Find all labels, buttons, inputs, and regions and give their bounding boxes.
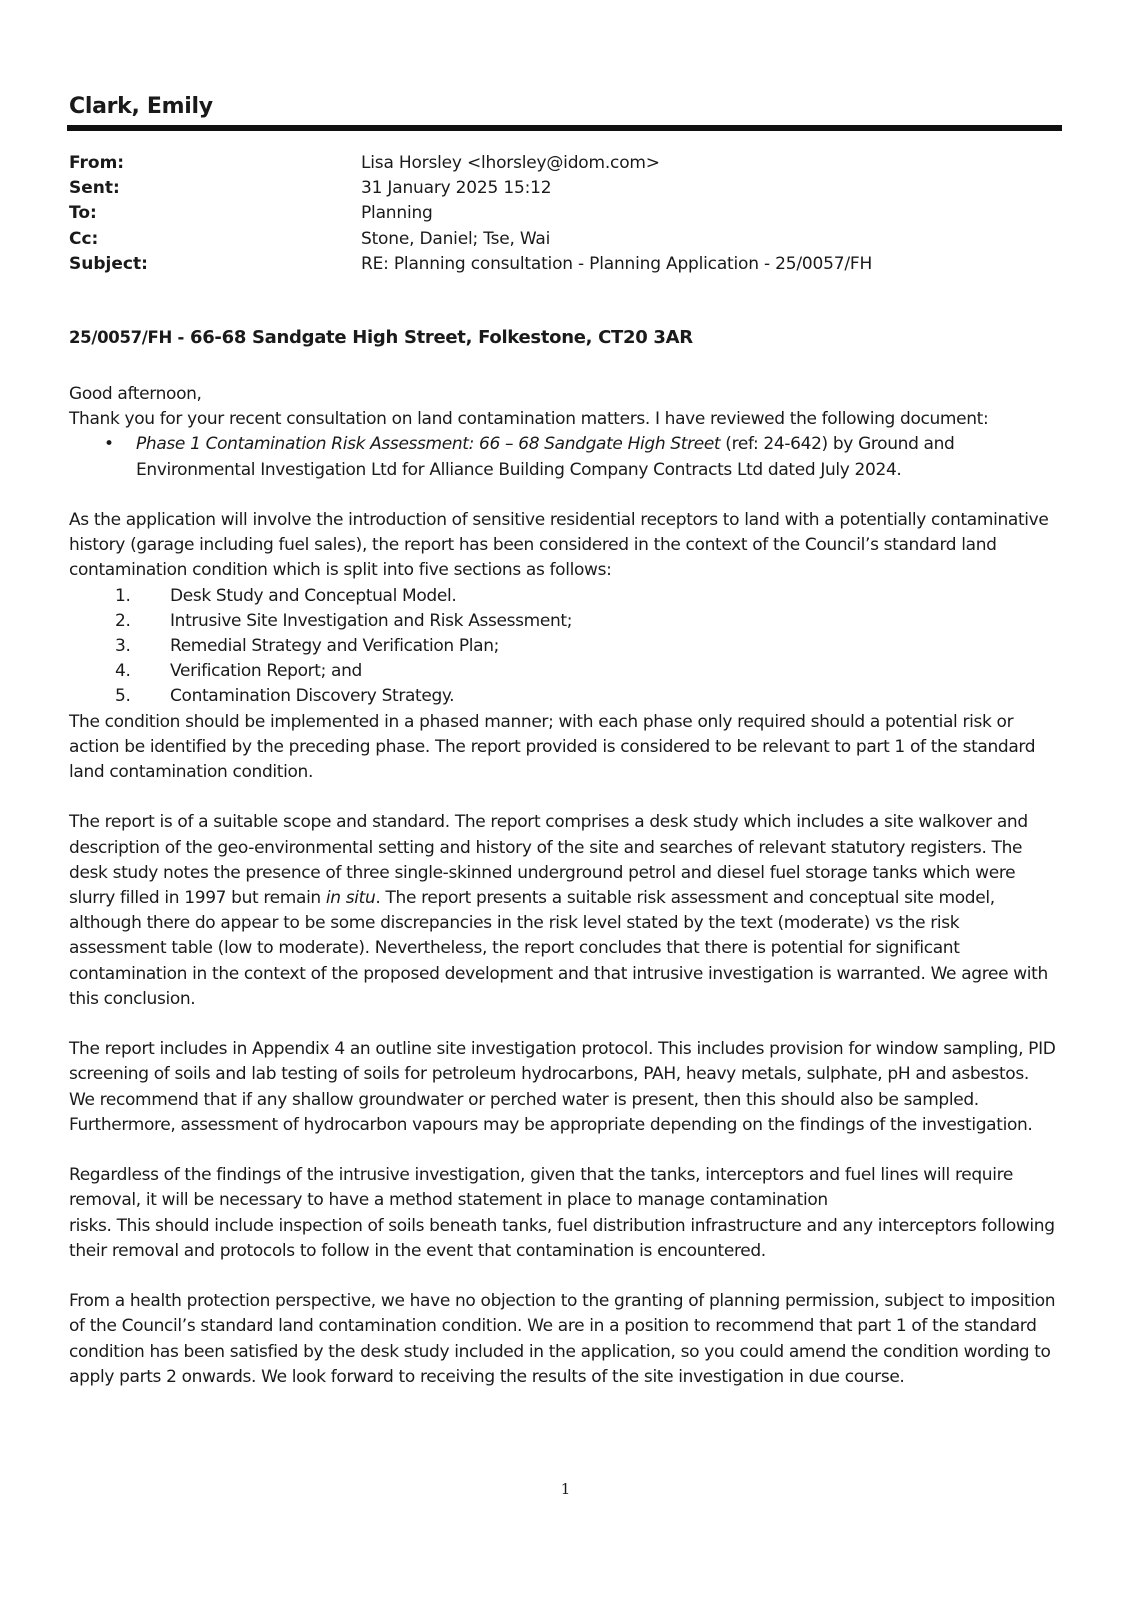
- header-value: Lisa Horsley <lhorsley@idom.com>: [361, 153, 660, 173]
- list-text: Contamination Discovery Strategy.: [170, 686, 455, 707]
- scope-italic: in situ: [325, 888, 376, 909]
- list-item: [69, 584, 1059, 609]
- header-sent: [69, 176, 872, 201]
- header-value: Stone, Daniel; Tse, Wai: [361, 228, 551, 249]
- email-headers: [69, 151, 872, 277]
- list-text: Verification Report; and: [170, 661, 362, 682]
- list-number: 5.: [115, 686, 131, 707]
- list-item: [69, 634, 1059, 659]
- header-label: From:: [69, 153, 125, 173]
- header-cc: [69, 227, 872, 252]
- list-item: [69, 659, 1059, 684]
- title-divider: [67, 125, 1062, 131]
- list-number: 1.: [115, 585, 131, 606]
- scope-paragraph: [69, 810, 1059, 1012]
- header-label: Subject:: [69, 253, 148, 274]
- header-to: [69, 201, 872, 226]
- removal-paragraph-rest: risks. This should include inspection of soils beneath tanks, fuel distribution infrastructure and any interceptors following their removal and protocols to follow in the event that contamination is encountered.: [69, 1215, 1055, 1261]
- document-reference-bullet: [69, 432, 1059, 482]
- list-item: [69, 609, 1059, 634]
- bullet-text: [136, 432, 1059, 482]
- header-value: RE: Planning consultation - Planning Application - 25/0057/FH: [361, 253, 873, 274]
- list-text: Intrusive Site Investigation and Risk Assessment;: [170, 610, 573, 631]
- page-number: 1: [560, 1480, 571, 1498]
- header-from: [69, 151, 872, 176]
- subject-heading: [69, 327, 693, 348]
- header-value: 31 January 2025 15:12: [361, 178, 552, 199]
- conclusion-paragraph: From a health protection perspective, we have no objection to the granting of planning permission, subject to imposition of the Council’s standard land contamination condition. We are in a position to recommend that part 1 of the standard condition has been satisfied by the desk study included in the application, so you could amend the condition wording to apply parts 2 onwards. We look forward to receiving the results of the site investigation in due course.: [69, 1291, 1056, 1387]
- email-body: [69, 382, 1059, 1390]
- condition-paragraph: As the application will involve the introduction of sensitive residential receptors to land with a potentially contaminative history (garage including fuel sales), the report has been considered in the context of the Council’s standard land contamination condition which is split into five sections as follows:: [69, 510, 1049, 581]
- greeting: Good afternoon,: [69, 384, 202, 404]
- header-value: Planning: [361, 203, 433, 224]
- list-item: [69, 684, 1059, 709]
- condition-list: [69, 584, 1059, 710]
- intro-paragraph: Thank you for your recent consultation on land contamination matters. I have reviewed the following document:: [69, 409, 989, 430]
- list-number: 3.: [115, 636, 131, 657]
- bullet-icon: •: [104, 434, 114, 455]
- list-text: Desk Study and Conceptual Model.: [170, 585, 457, 606]
- report-details: (ref: 24-642) by Ground and Environmental Investigation Ltd for Alliance Building Company Contracts Ltd dated July 2024.: [136, 434, 955, 480]
- list-number: 4.: [115, 661, 131, 682]
- header-label: Cc:: [69, 228, 99, 249]
- list-number: 2.: [115, 610, 131, 631]
- removal-paragraph-line: Regardless of the findings of the intrusive investigation, given that the tanks, interceptors and fuel lines will require removal, it will be necessary to have a method statement in place to manage contamination: [69, 1165, 1013, 1211]
- list-text: Remedial Strategy and Verification Plan;: [170, 636, 500, 657]
- appendix-paragraph: The report includes in Appendix 4 an outline site investigation protocol. This includes provision for window sampling, PID screening of soils and lab testing of soils for petroleum hydrocarbons, PAH, heavy metals, sulphate, pH and asbestos. We recommend that if any shallow groundwater or perched water is present, then this should also be sampled. Furthermore, assessment of hydrocarbon vapours may be appropriate depending on the findings of the investigation.: [69, 1039, 1056, 1135]
- header-label: Sent:: [69, 178, 120, 199]
- application-reference: 25/0057/FH -: [69, 328, 185, 347]
- phased-paragraph: The condition should be implemented in a phased manner; with each phase only required should a potential risk or action be identified by the preceding phase. The report provided is considered to be relevant to part 1 of the standard land contamination condition.: [69, 711, 1036, 783]
- scope-text-part: The report is of a suitable scope and standard. The report comprises a desk study which includes a site walkover and description of the geo-environmental setting and history of the site and searches of relevant statutory registers. The desk study notes the presence of three single-skinned underground petrol and diesel fuel storage tanks which were slurry filled in 1997 but remain: [69, 812, 1028, 909]
- scope-text-part: . The report presents a suitable risk assessment and conceptual site model, although there do appear to be some discrepancies in the risk level stated by the text (moderate) vs the risk assessment table (low to moderate). Nevertheless, the report concludes that there is potential for significant contamination in the context of the proposed development and that intrusive investigation is warranted. We agree with this conclusion.: [69, 888, 1048, 1009]
- site-address: 66-68 Sandgate High Street, Folkestone, CT20 3AR: [184, 327, 693, 348]
- report-title: Phase 1 Contamination Risk Assessment: 66 – 68 Sandgate High Street: [136, 434, 721, 455]
- header-label: To:: [69, 203, 97, 224]
- document-title: Clark, Emily: [69, 94, 213, 119]
- header-subject: [69, 252, 872, 277]
